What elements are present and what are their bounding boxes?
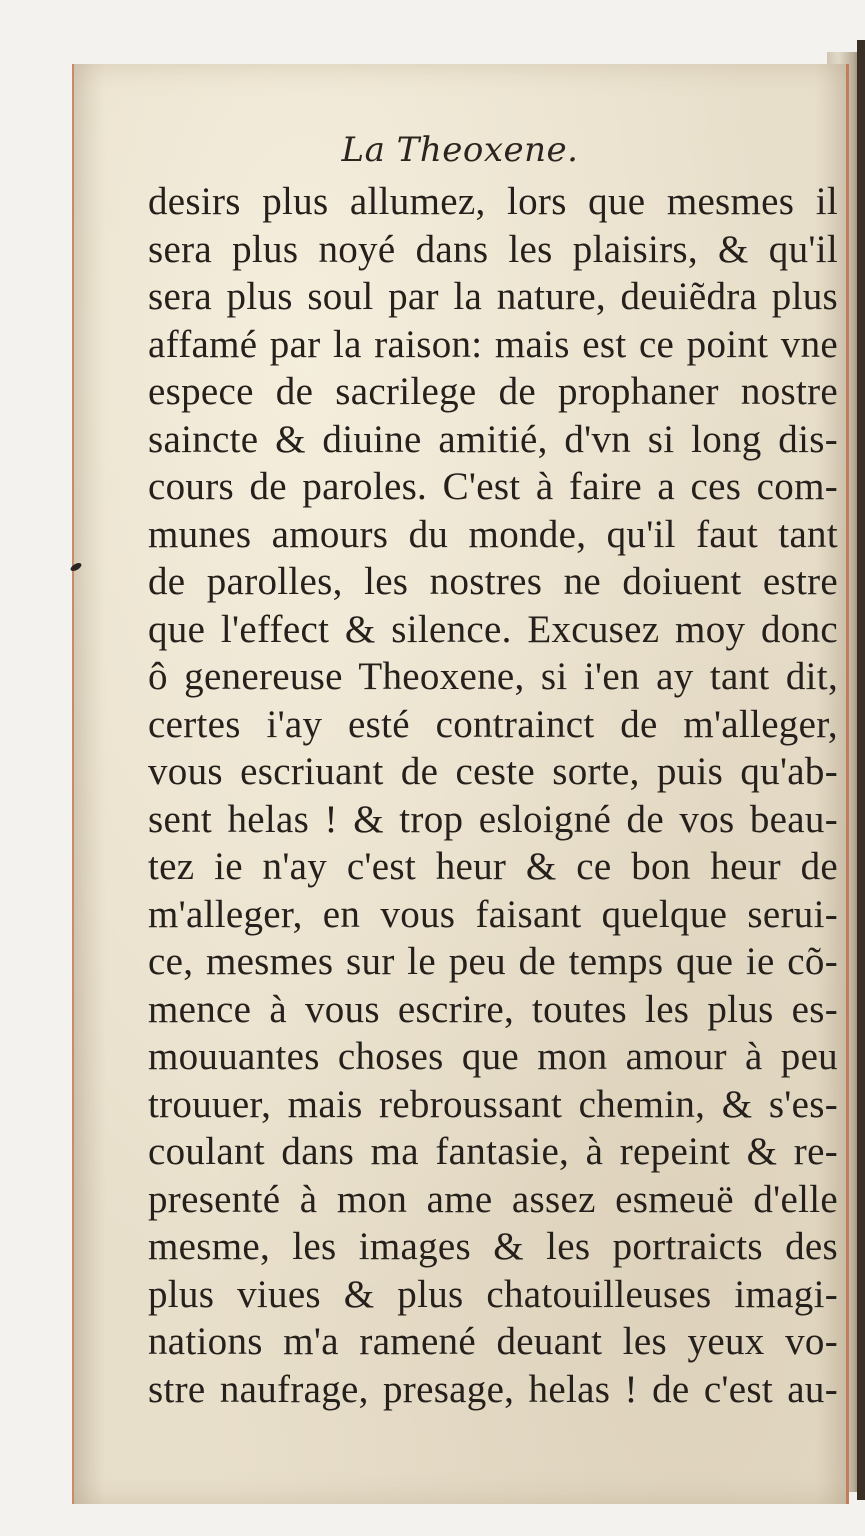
text-line: mouuantes choses que mon amour à peu	[148, 1035, 838, 1078]
running-head: La Theoxene.	[341, 130, 579, 170]
text-line: munes amours du monde, qu'il faut tant	[148, 512, 838, 556]
text-line: vous escriuant de ceste sorte, puis qu'ab-	[148, 750, 838, 793]
text-line: de parolles, les nostres ne doiuent estre	[148, 560, 838, 603]
text-line: que l'effect & silence. Excusez moy donc	[148, 607, 838, 651]
text-line: presenté à mon ame assez esmeuë d'elle	[148, 1177, 838, 1221]
text-line: espece de sacrilege de prophaner nostre	[148, 370, 838, 413]
text-line: trouuer, mais rebroussant chemin, & s'es-	[148, 1082, 838, 1126]
text-line: mence à vous escrire, toutes les plus es-	[148, 987, 838, 1031]
text-line: certes i'ay esté contrainct de m'alleger,	[148, 702, 838, 746]
text-line: stre naufrage, presage, helas ! de c'est au-	[148, 1367, 838, 1411]
text-line: mesme, les images & les portraicts des	[148, 1225, 838, 1268]
text-line: affamé par la raison: mais est ce point vne	[148, 322, 838, 366]
text-line: ô genereuse Theoxene, si i'en ay tant dit,	[148, 655, 838, 698]
text-line: desirs plus allumez, lors que mesmes il	[148, 180, 838, 223]
text-line: sera plus noyé dans les plaisirs, & qu'il	[148, 227, 838, 271]
body-text	[148, 178, 838, 1413]
text-line: cours de paroles. C'est à faire a ces com-	[148, 465, 838, 508]
text-line: saincte & diuine amitié, d'vn si long dis-	[148, 417, 838, 461]
book-page	[72, 64, 849, 1504]
text-line: tez ie n'ay c'est heur & ce bon heur de	[148, 845, 838, 888]
text-line: nations m'a ramené deuant les yeux vo-	[148, 1320, 838, 1363]
text-line: sera plus soul par la nature, deuiẽdra plus	[148, 275, 838, 318]
text-line: ce, mesmes sur le peu de temps que ie cõ-	[148, 940, 838, 983]
text-line: coulant dans ma fantasie, à repeint & re-	[148, 1130, 838, 1173]
text-line: m'alleger, en vous faisant quelque serui-	[148, 892, 838, 936]
text-line: sent helas ! & trop esloigné de vos beau-	[148, 797, 838, 841]
book-spine-shadow	[857, 40, 865, 1500]
text-line: plus viues & plus chatouilleuses imagi-	[148, 1272, 838, 1316]
